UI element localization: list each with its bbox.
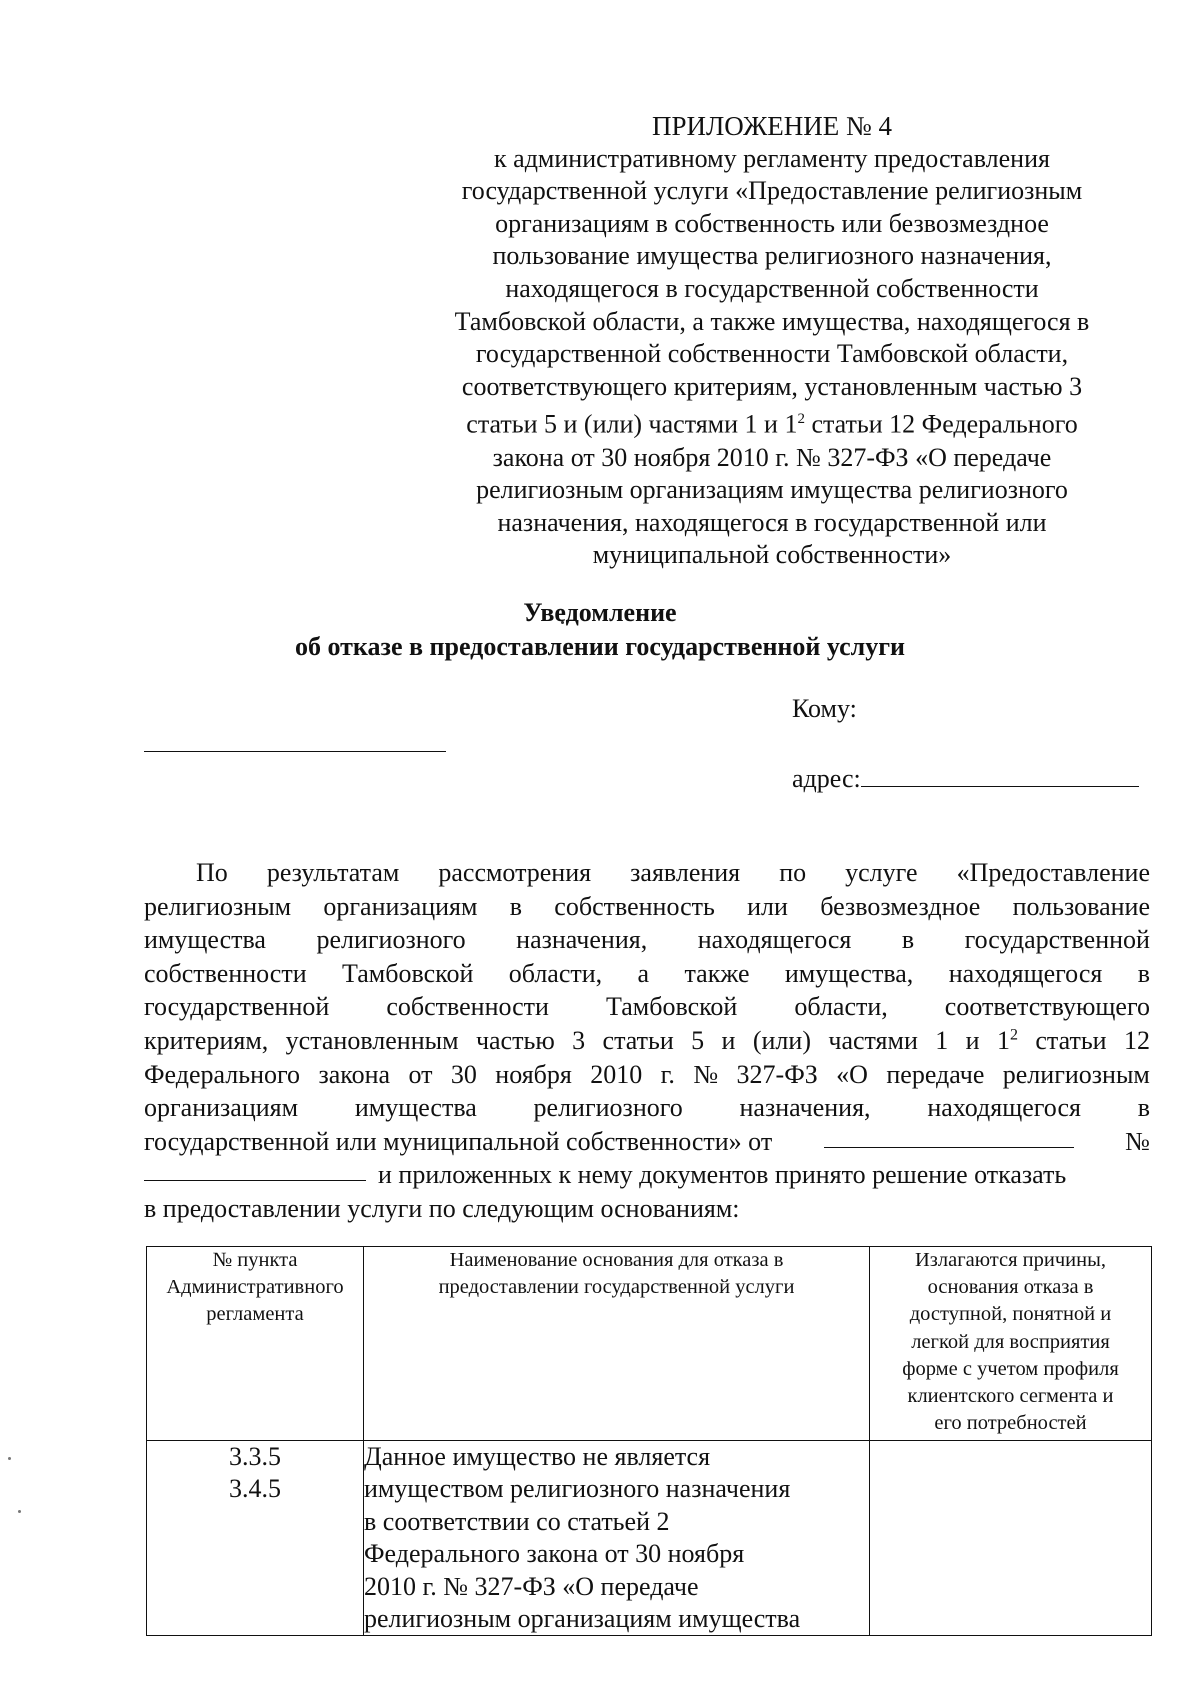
- body-word: 3: [572, 1025, 586, 1055]
- body-word: находящегося: [927, 1093, 1081, 1123]
- notice-title-line: об отказе в предоставлении государственной услуги: [294, 632, 905, 661]
- body-word: собственности: [386, 992, 549, 1022]
- body-word: 327-ФЗ: [736, 1059, 818, 1089]
- appendix-line: организациям в собственность или безвозмездное: [495, 208, 1049, 238]
- appendix-line-text: статьи 5 и (или) частями 1 и 1: [466, 410, 798, 439]
- body-word: услуге: [845, 858, 918, 887]
- appendix-line: пользование имущества религиозного назначения,: [492, 241, 1052, 271]
- body-word: критериям,: [144, 1025, 269, 1055]
- body-line: [144, 856, 1150, 890]
- body-line: [144, 890, 1150, 924]
- body-word: в: [509, 891, 523, 921]
- body-word: области,: [508, 958, 603, 988]
- body-line: [144, 1058, 1150, 1092]
- body-line: в предоставлении услуги по следующим основаниям:: [144, 1193, 740, 1223]
- body-word: находящегося: [948, 958, 1103, 988]
- notice-title: [200, 596, 1000, 664]
- body-line: [144, 1024, 1150, 1058]
- header-refusal-ground: Наименование основания для отказа в предоставлении государственной услуги: [364, 1247, 870, 1441]
- body-word: от: [408, 1059, 433, 1089]
- body-word: организациям: [144, 1093, 299, 1123]
- body-word: собственности: [144, 958, 307, 988]
- recipient-label: Кому:: [792, 694, 857, 723]
- address-blank: [861, 760, 1139, 787]
- body-word: имущества,: [784, 958, 914, 988]
- header-clause-number: № пункта Административного регламента: [147, 1247, 364, 1441]
- body-line: [144, 1158, 1150, 1192]
- body-word: собственность: [554, 891, 715, 921]
- body-word: безвозмездное: [820, 891, 981, 921]
- body-word: пользование: [1012, 891, 1150, 921]
- body-word: 5: [691, 1025, 705, 1055]
- body-word: рассмотрения: [438, 858, 592, 887]
- body-word: заявления: [630, 858, 741, 887]
- refusal-reasons-table: [146, 1246, 1152, 1636]
- body-word: находящегося: [697, 925, 852, 955]
- body-word: г.: [660, 1059, 675, 1089]
- body-word: соответствующего: [944, 992, 1150, 1022]
- body-word: установленным: [285, 1025, 459, 1055]
- appendix-line: Тамбовской области, а также имущества, находящегося в: [454, 306, 1090, 336]
- body-word: «Предоставление: [956, 858, 1150, 887]
- refusal-explanation-cell: [870, 1441, 1152, 1636]
- appendix-line: государственной собственности Тамбовской области,: [475, 339, 1069, 369]
- body-line: [144, 1091, 1150, 1125]
- body-word: 2010: [590, 1059, 643, 1089]
- body-word: религиозного: [533, 1093, 683, 1123]
- signature-blank-line: [144, 751, 446, 752]
- body-word: Федерального: [144, 1059, 301, 1089]
- superscript: 2: [797, 411, 805, 428]
- body-word: результатам: [266, 858, 400, 887]
- body-word: религиозного: [316, 925, 466, 955]
- body-word: частью: [475, 1025, 555, 1055]
- body-word: также: [684, 958, 750, 988]
- appendix-line: соответствующего критериям, установленным частью 3: [461, 371, 1083, 401]
- body-word: 12: [1124, 1025, 1150, 1055]
- body-word: назначения,: [739, 1093, 871, 1123]
- body-word: 1: [935, 1025, 949, 1055]
- appendix-line: к административному регламенту предоставления: [494, 143, 1050, 173]
- table-row: [147, 1441, 1152, 1636]
- body-word: в: [1137, 958, 1150, 988]
- notice-body: [144, 856, 1150, 1226]
- body-word: а: [637, 958, 650, 988]
- body-word: По: [196, 858, 228, 887]
- body-word: №: [693, 1059, 719, 1089]
- body-word: и: [721, 1025, 736, 1055]
- body-word: и: [965, 1025, 980, 1055]
- appendix-line: закона от 30 ноября 2010 г. № 327-ФЗ «О передаче: [492, 442, 1052, 472]
- scan-speck: [8, 1457, 11, 1460]
- body-line: [144, 990, 1150, 1024]
- body-word: «О: [836, 1059, 868, 1089]
- body-word: частями: [828, 1025, 918, 1055]
- body-word: передаче: [886, 1059, 985, 1089]
- body-word: закона: [318, 1059, 391, 1089]
- body-line: [144, 923, 1150, 957]
- body-word: назначения,: [516, 925, 648, 955]
- number-blank: [144, 1158, 366, 1181]
- body-line: [144, 1125, 1150, 1159]
- clause-number-cell: 3.3.5 3.4.5: [147, 1441, 364, 1636]
- body-word: в: [1137, 1093, 1150, 1123]
- body-word: по: [779, 858, 807, 887]
- body-word: (или): [752, 1025, 811, 1055]
- body-word: $1^2$: [996, 1025, 1018, 1055]
- appendix-line: государственной услуги «Предоставление религиозным: [461, 176, 1083, 206]
- body-word: государственной: [144, 992, 330, 1022]
- body-word: религиозным: [1002, 1059, 1150, 1089]
- appendix-header: [418, 110, 1126, 572]
- appendix-line: [418, 403, 1126, 441]
- address-field: [792, 760, 1139, 795]
- appendix-line: находящегося в государственной собственности: [505, 273, 1039, 303]
- date-blank: [824, 1125, 1074, 1148]
- body-text: государственной или муниципальной собственности» от: [144, 1126, 773, 1156]
- body-word: 30: [450, 1059, 477, 1089]
- body-word: ноября: [495, 1059, 572, 1089]
- number-sign: №: [1125, 1126, 1150, 1156]
- header-refusal-explanation: Излагаются причины, основания отказа в доступной, понятной и легкой для восприятия форме с учетом профиля клиентского сегмента и его потребностей: [870, 1247, 1152, 1441]
- body-word: государственной: [964, 925, 1150, 955]
- body-word: религиозным: [144, 891, 292, 921]
- body-word: статьи: [1035, 1025, 1107, 1055]
- body-word: имущества: [144, 925, 266, 955]
- body-text: и приложенных к нему документов принято решение отказать: [378, 1160, 1067, 1190]
- body-word: в: [901, 925, 915, 955]
- notice-title-line: Уведомление: [523, 598, 677, 627]
- body-line: [144, 957, 1150, 991]
- appendix-line: назначения, находящегося в государственной или: [497, 507, 1047, 537]
- body-word: Тамбовской: [605, 992, 738, 1022]
- appendix-line: муниципальной собственности»: [592, 540, 952, 570]
- appendix-title: ПРИЛОЖЕНИЕ № 4: [651, 111, 893, 141]
- body-word: области,: [794, 992, 888, 1022]
- address-label: адрес:: [792, 764, 861, 793]
- appendix-line: религиозным организациям имущества религиозного: [476, 475, 1068, 505]
- table-header-row: [147, 1247, 1152, 1441]
- body-word: или: [747, 891, 788, 921]
- body-word: имущества: [354, 1093, 477, 1123]
- body-word: статьи: [602, 1025, 674, 1055]
- superscript: 2: [1009, 1026, 1018, 1044]
- scan-speck: [18, 1510, 21, 1513]
- body-word: организациям: [323, 891, 478, 921]
- body-word: Тамбовской: [342, 958, 474, 988]
- appendix-line-text: статьи 12 Федерального: [804, 410, 1078, 439]
- refusal-ground-cell: Данное имущество не является имуществом религиозного назначения в соответствии со статьей 2 Федерального закона от 30 ноября 2010 г. № 327-ФЗ «О передаче религиозным организациям имущества: [364, 1441, 870, 1636]
